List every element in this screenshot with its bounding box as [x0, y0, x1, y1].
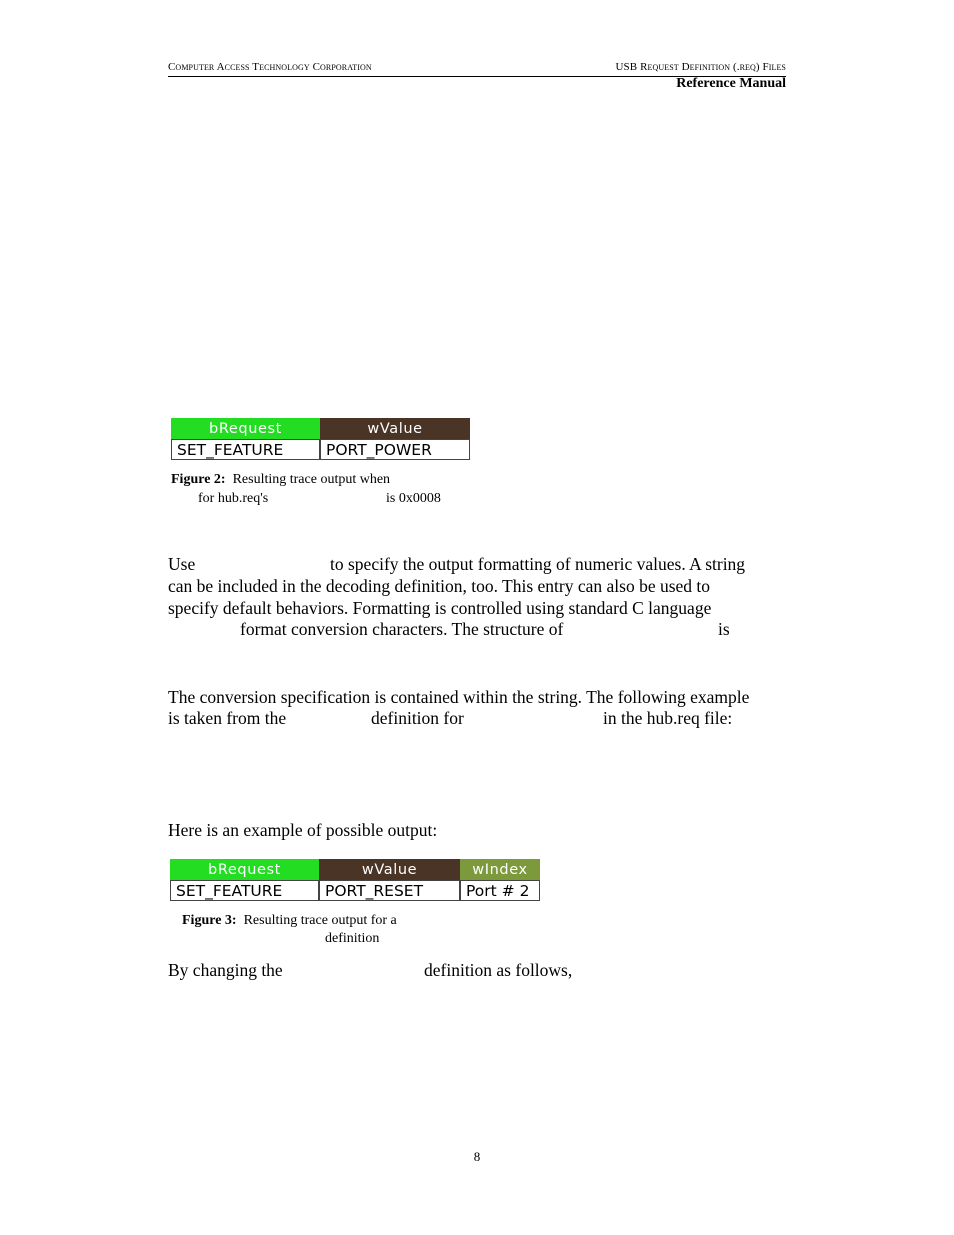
- para3: Here is an example of possible output:: [168, 820, 438, 840]
- trace-header-cell-wvalue: wValue: [319, 859, 460, 880]
- trace-value-cell-brequest: SET_FEATURE: [171, 439, 320, 460]
- trace-value-row: [170, 880, 540, 901]
- trace-value-cell-brequest: SET_FEATURE: [170, 880, 319, 901]
- figure-3-caption-text: Resulting trace output for a: [243, 913, 397, 928]
- figure-3-trace-table: [170, 859, 540, 901]
- figure-2-caption-line-2b: is 0x0008: [386, 491, 441, 506]
- para1-line2: can be included in the decoding definition, too. This entry can also be used to: [168, 576, 711, 596]
- page-number: 8: [473, 1149, 481, 1164]
- figure-2-trace-table: [171, 418, 470, 460]
- para4-b: definition as follows,: [424, 960, 573, 980]
- trace-header-cell-brequest: bRequest: [171, 418, 320, 439]
- figure-3-caption-line-2: definition: [325, 931, 380, 946]
- para1-line1b: to specify the output formatting of numeric values. A string: [330, 554, 746, 574]
- para1-line3: specify default behaviors. Formatting is controlled using standard C language: [168, 598, 712, 618]
- figure-2-caption-text: Resulting trace output when: [232, 472, 391, 487]
- trace-value-row: [171, 439, 470, 460]
- para1-line4b: is: [718, 619, 730, 639]
- figure-3-label: Figure 3:: [182, 913, 237, 928]
- para1-line1a: Use: [168, 554, 196, 574]
- para2-line2a: is taken from the: [168, 708, 287, 728]
- para4-a: By changing the: [168, 960, 283, 980]
- para1-line4a: format conversion characters. The structure of: [240, 619, 564, 639]
- figure-2-caption-line-2a: for hub.req's: [198, 491, 269, 506]
- para2-line2c: in the hub.req file:: [603, 708, 733, 728]
- header-section-title: USB Request Definition (.req) Files: [615, 61, 786, 73]
- trace-value-cell-wvalue: PORT_RESET: [319, 880, 460, 901]
- trace-header-cell-brequest: bRequest: [170, 859, 319, 880]
- trace-header-row: [170, 859, 540, 880]
- trace-header-cell-windex: wIndex: [460, 859, 540, 880]
- figure-2-label: Figure 2:: [171, 472, 226, 487]
- figure-2-caption-line-1: [171, 470, 390, 489]
- header-manual-title: Reference Manual: [676, 76, 786, 91]
- header-company: Computer Access Technology Corporation: [168, 61, 372, 73]
- para2-line1: The conversion specification is contained within the string. The following example: [168, 687, 750, 707]
- para2-line2b: definition for: [371, 708, 464, 728]
- trace-header-cell-wvalue: wValue: [320, 418, 470, 439]
- figure-3-caption-line-1: [182, 911, 397, 930]
- trace-header-row: [171, 418, 470, 439]
- trace-value-cell-wvalue: PORT_POWER: [320, 439, 470, 460]
- trace-value-cell-windex: Port # 2: [460, 880, 540, 901]
